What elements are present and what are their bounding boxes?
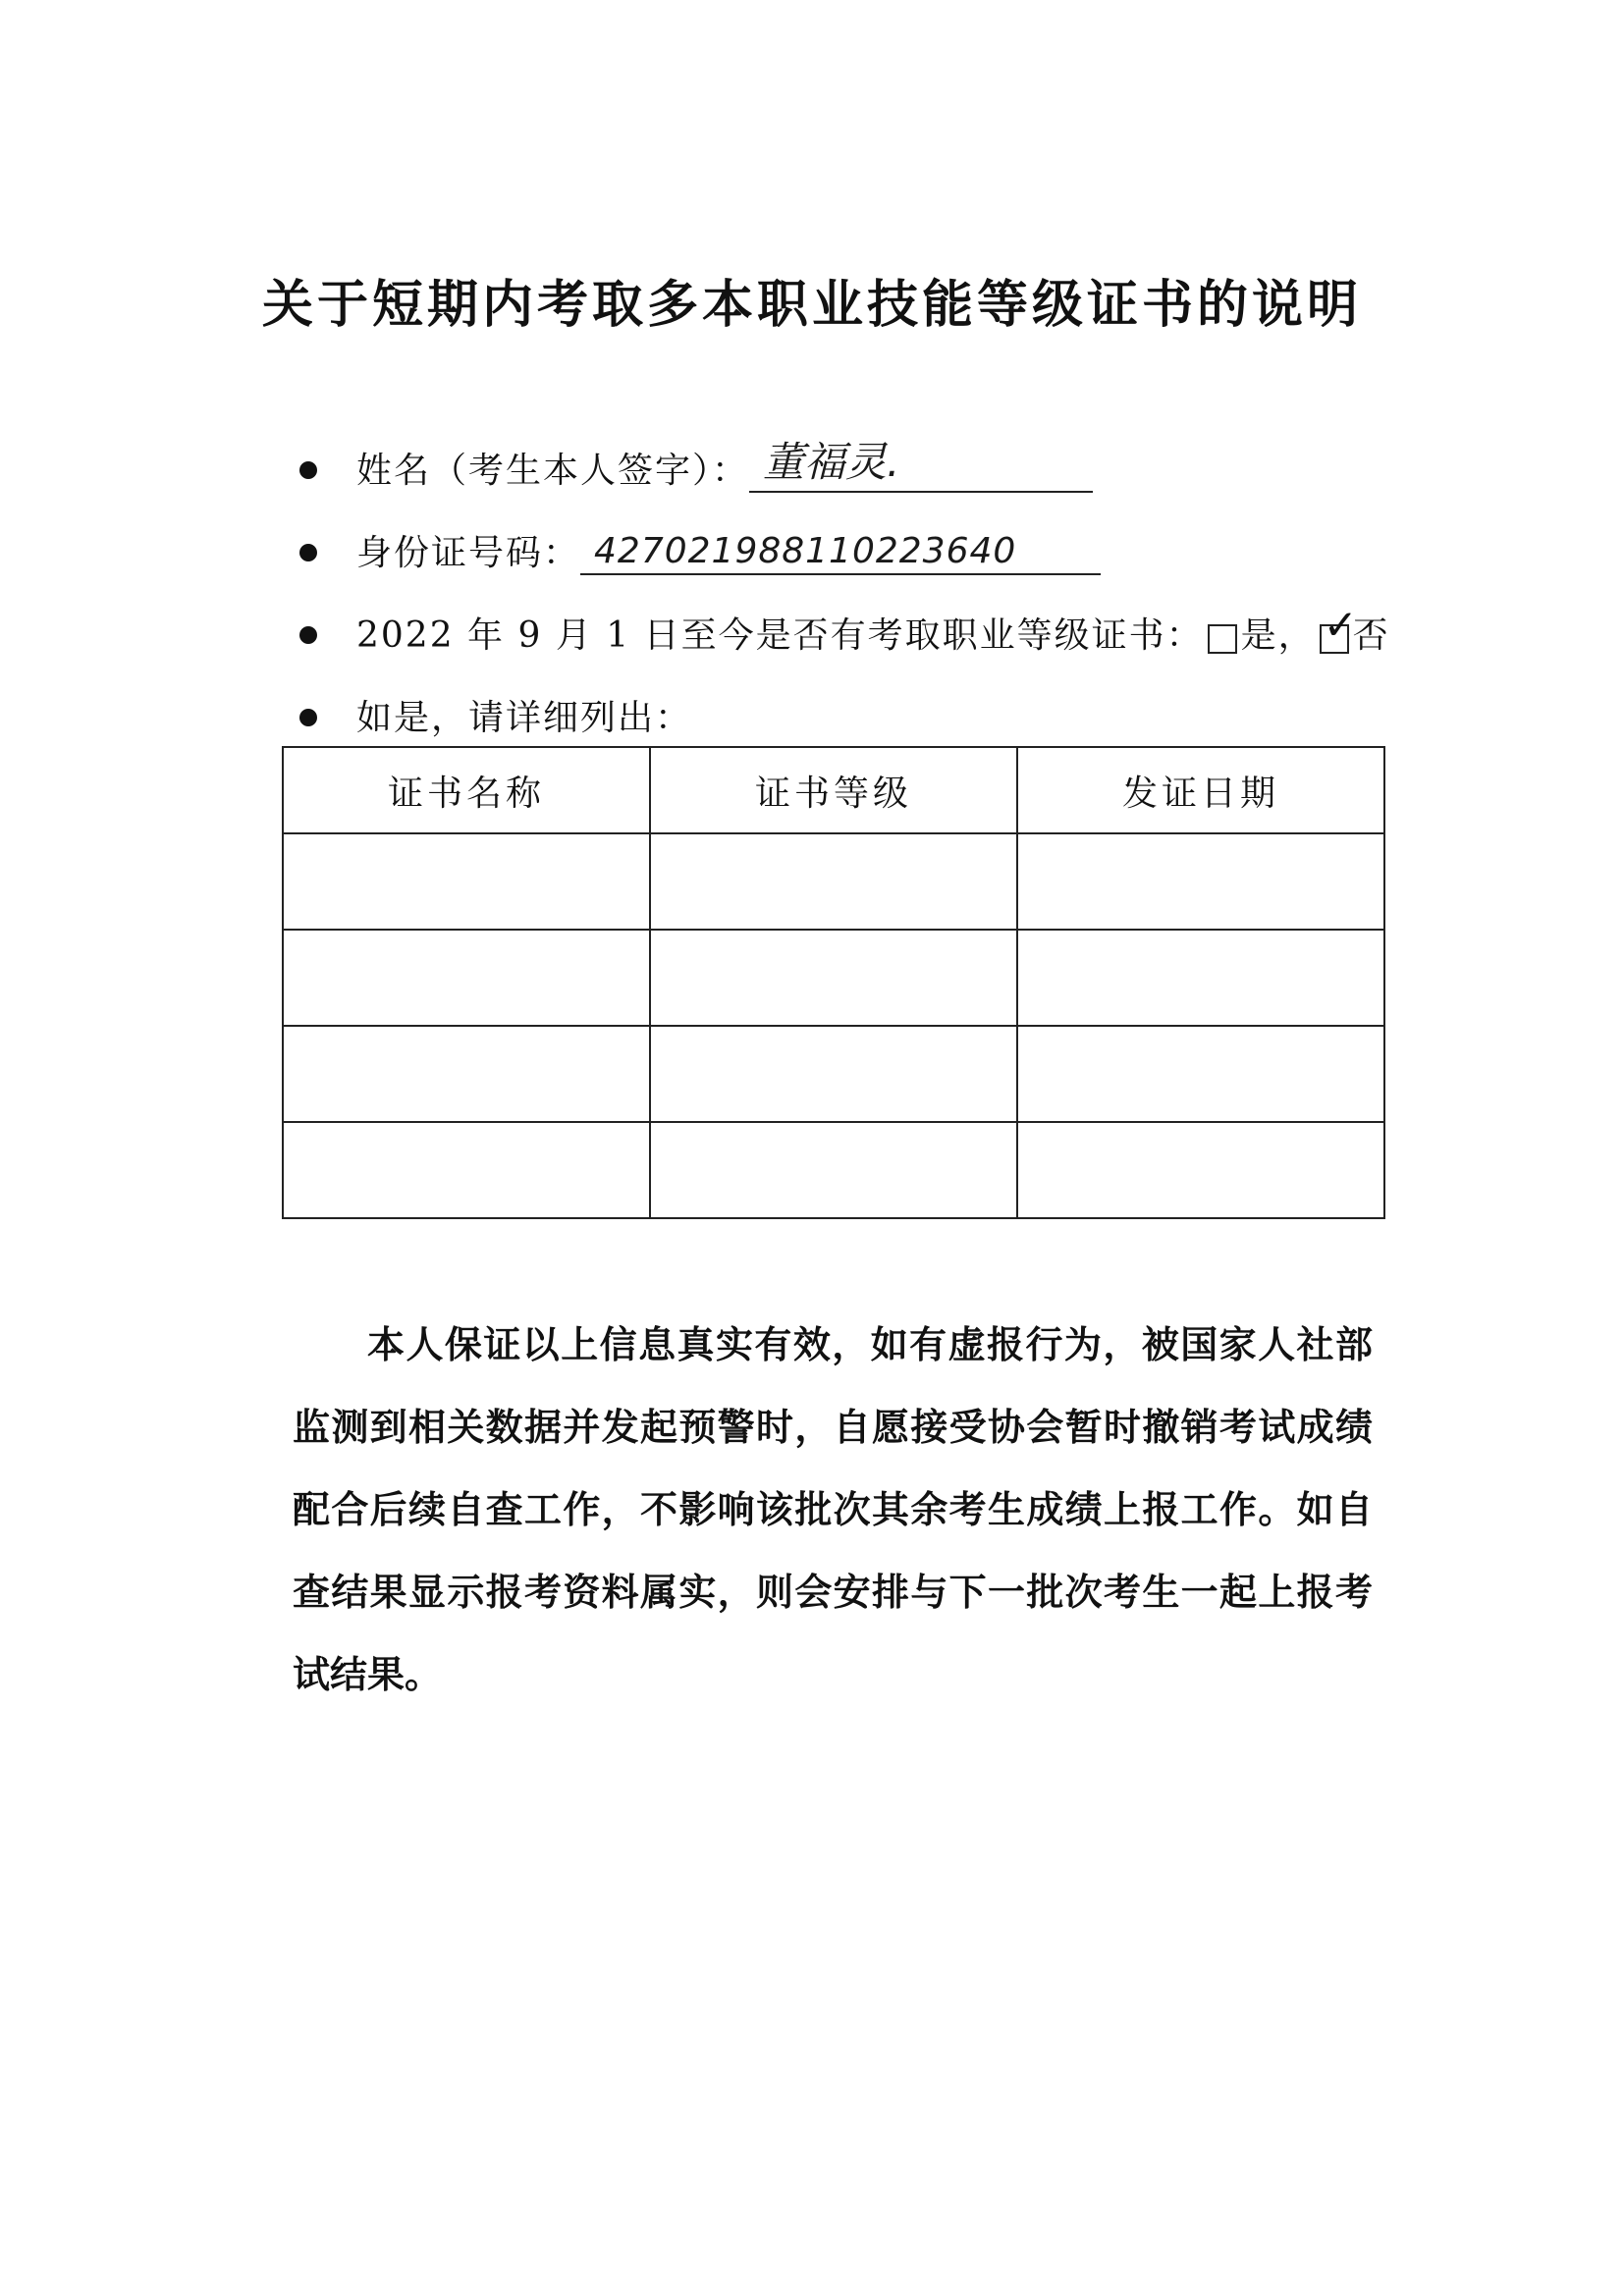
table-cell[interactable] [650, 833, 1017, 930]
yes-checkbox[interactable] [1208, 624, 1237, 654]
header-issue-date: 发证日期 [1017, 747, 1384, 833]
name-field[interactable] [749, 434, 1093, 493]
table-row [283, 1026, 1384, 1122]
handwritten-id-number: 427021988110223640 [594, 531, 1017, 571]
yes-option-label: 是， [1240, 615, 1316, 656]
certificate-question-label: 2022 年 9 月 1 日至今是否有考取职业等级证书： [356, 615, 1204, 656]
certificate-question-row [299, 589, 1390, 658]
table-cell[interactable] [1017, 930, 1384, 1026]
id-label: 身份证号码： [356, 533, 581, 573]
name-label: 姓名（考生本人签字）： [356, 451, 750, 491]
bullet-icon [299, 544, 317, 561]
name-row [299, 424, 1093, 493]
id-number-field[interactable] [580, 516, 1101, 575]
header-certificate-level: 证书等级 [650, 747, 1017, 833]
detail-label: 如是，请详细列出： [356, 698, 693, 738]
handwritten-signature: 董福灵. [763, 438, 900, 486]
table-cell[interactable] [650, 930, 1017, 1026]
table-cell[interactable] [650, 1122, 1017, 1218]
no-option-label: 否 [1352, 615, 1390, 656]
id-row [299, 507, 1101, 575]
no-checkbox[interactable] [1320, 601, 1358, 654]
declaration-paragraph: 本人保证以上信息真实有效，如有虚报行为，被国家人社部监测到相关数据并发起预警时，自愿接受协会暂时撤销考试成绩配合后续自查工作，不影响该批次其余考生成绩上报工作。如自查结果显示报考资料属实，则会安排与下一批次考生一起上报考试结果。 [293, 1323, 1373, 1696]
detail-row [299, 671, 692, 740]
table-cell[interactable] [283, 833, 650, 930]
table-cell[interactable] [283, 1122, 650, 1218]
certificate-table [282, 746, 1385, 1219]
table-cell[interactable] [283, 1026, 650, 1122]
table-cell[interactable] [1017, 1122, 1384, 1218]
table-cell[interactable] [1017, 833, 1384, 930]
table-cell[interactable] [283, 930, 650, 1026]
checkmark-icon: ✓ [1323, 601, 1358, 649]
bullet-icon [299, 626, 317, 644]
table-cell[interactable] [1017, 1026, 1384, 1122]
table-row [283, 833, 1384, 930]
bullet-icon [299, 709, 317, 726]
table-cell[interactable] [650, 1026, 1017, 1122]
table-row [283, 930, 1384, 1026]
bullet-icon [299, 461, 317, 479]
document-title: 关于短期内考取多本职业技能等级证书的说明 [261, 275, 1362, 335]
header-certificate-name: 证书名称 [283, 747, 650, 833]
table-header-row [283, 747, 1384, 833]
table-row [283, 1122, 1384, 1218]
